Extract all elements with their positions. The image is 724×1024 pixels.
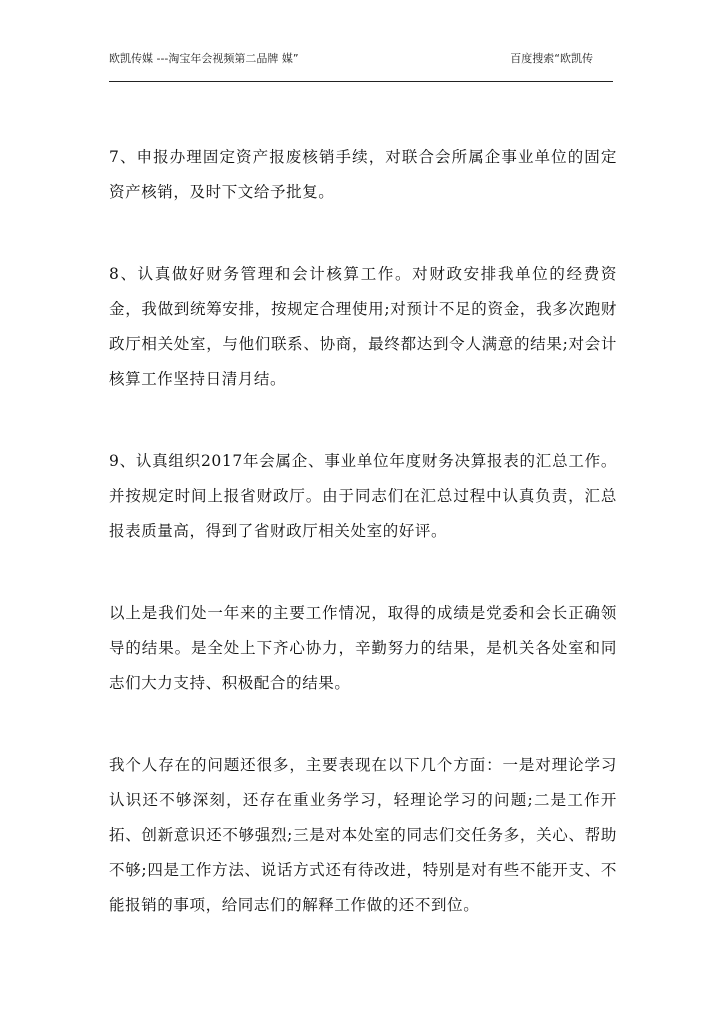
paragraph-item-9: 9、认真组织2017年会属企、事业单位年度财务决算报表的汇总工作。并按规定时间上报省财政厅。由于同志们在汇总过程中认真负责，汇总报表质量高，得到了省财政厅相关处室的好评。	[109, 452, 617, 540]
document-body	[109, 140, 617, 923]
page-header	[109, 53, 613, 82]
header-left-text: 欧凯传媒 ---淘宝年会视频第二品牌 媒”	[109, 52, 299, 65]
header-right-text: 百度搜索“欧凯传	[510, 52, 593, 65]
paragraph-item-8: 8、认真做好财务管理和会计核算工作。对财政安排我单位的经费资金，我做到统筹安排，按规定合理使用;对预计不足的资金，我多次跑财政厅相关处室，与他们联系、协商，最终都达到令人满意的结果;对会计核算工作坚持日清月结。	[109, 265, 617, 388]
paragraph-summary: 以上是我们处一年来的主要工作情况，取得的成绩是党委和会长正确领导的结果。是全处上下齐心协力，辛勤努力的结果，是机关各处室和同志们大力支持、积极配合的结果。	[109, 604, 617, 692]
paragraph-problems: 我个人存在的问题还很多，主要表现在以下几个方面：一是对理论学习认识还不够深刻，还存在重业务学习，轻理论学习的问题;二是工作开拓、创新意识还不够强烈;三是对本处室的同志们交任务多，关心、帮助不够;四是工作方法、说话方式还有待改进，特别是对有些不能开支、不能报销的事项，给同志们的解释工作做的还不到位。	[109, 756, 617, 914]
paragraph-item-7: 7、申报办理固定资产报废核销手续，对联合会所属企事业单位的固定资产核销，及时下文给予批复。	[109, 148, 617, 201]
